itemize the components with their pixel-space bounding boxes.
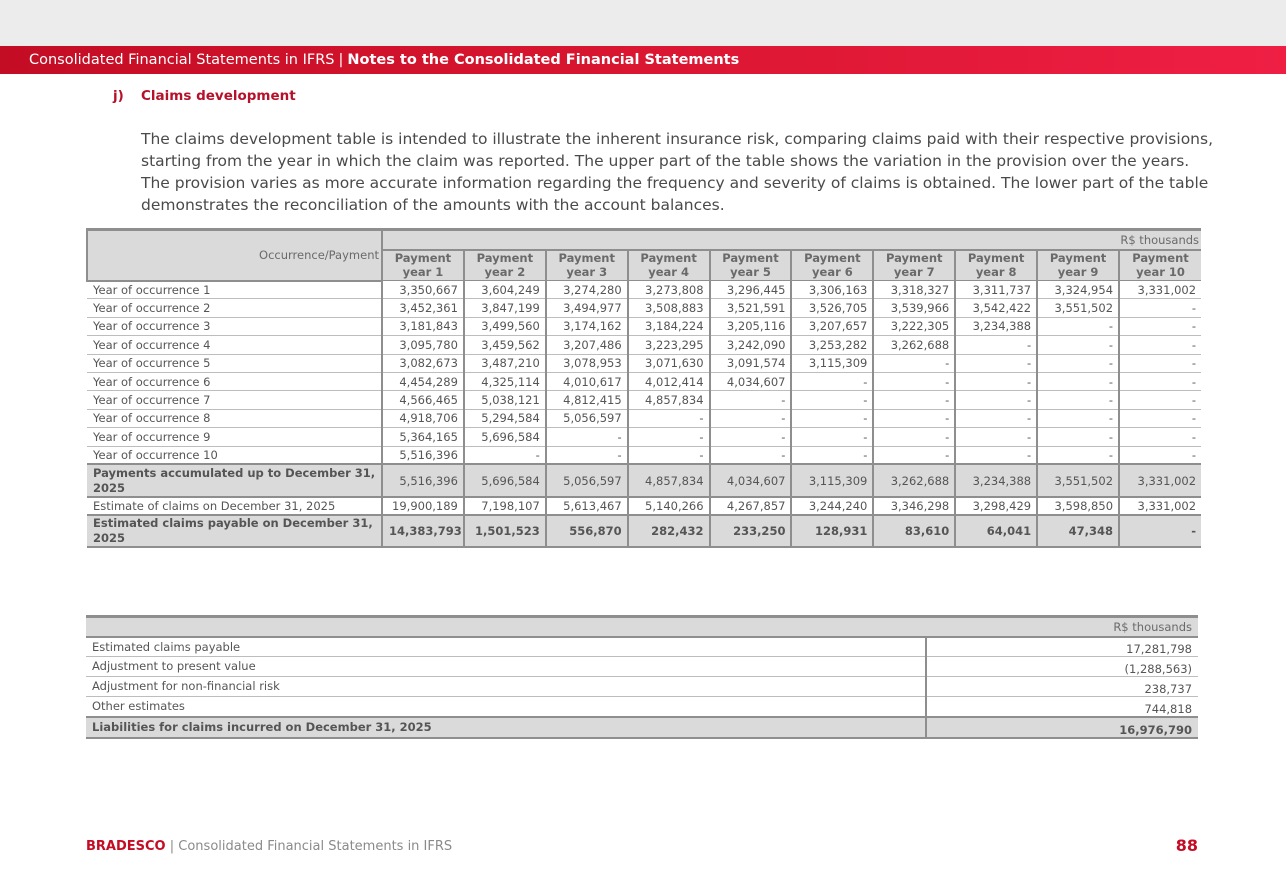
reconciliation-unit-label: R$ thousands	[86, 617, 1198, 637]
value-cell: 3,311,737	[955, 281, 1037, 299]
value-cell: -	[873, 354, 955, 372]
footer	[86, 839, 452, 854]
payment-header-line2: year 2	[484, 265, 526, 280]
header-prefix: Consolidated Financial Statements in IFRS	[29, 52, 335, 68]
table-row	[86, 637, 1198, 657]
value-cell: 3,452,361	[382, 299, 464, 317]
value-cell: -	[955, 336, 1037, 354]
value-cell: -	[1037, 354, 1119, 372]
value-cell: 3,331,002	[1119, 464, 1201, 497]
value-cell: 5,696,584	[464, 464, 546, 497]
value-cell: 3,551,502	[1037, 299, 1119, 317]
unit-label: R$ thousands	[382, 230, 1201, 250]
value-cell: 3,350,667	[382, 281, 464, 299]
row-label: Estimate of claims on December 31, 2025	[93, 499, 336, 514]
value-cell: -	[628, 446, 710, 464]
estimated-payable-row	[87, 515, 1201, 547]
payment-year-header	[710, 250, 792, 281]
value-cell: 3,526,705	[791, 299, 873, 317]
value-cell: 4,012,414	[628, 372, 710, 390]
value-cell: -	[1037, 336, 1119, 354]
payment-header-line1: Payment	[886, 251, 943, 266]
payment-header-line1: Payment	[1132, 251, 1189, 266]
value-cell: -	[1037, 428, 1119, 446]
value-cell: 556,870	[546, 515, 628, 547]
payment-year-header	[382, 250, 464, 281]
value-cell: -	[791, 428, 873, 446]
value-cell: -	[1119, 336, 1201, 354]
payment-header-line2: year 4	[648, 265, 689, 280]
footer-text: Consolidated Financial Statements in IFRS	[178, 839, 453, 854]
value-cell: 3,223,295	[628, 336, 710, 354]
table-row	[86, 677, 1198, 697]
value-cell: -	[1119, 372, 1201, 390]
payment-header-line2: year 10	[1136, 265, 1185, 280]
value-cell: 3,207,657	[791, 317, 873, 335]
top-strip	[0, 0, 1286, 46]
value-cell: 5,140,266	[628, 497, 710, 515]
payment-header-line1: Payment	[640, 251, 697, 266]
value-cell: 7,198,107	[464, 497, 546, 515]
row-label: Adjustment to present value	[86, 657, 926, 677]
value-cell: -	[1119, 446, 1201, 464]
intro-line: The claims development table is intended to illustrate the inherent insurance risk, comparing claims paid with their respective provisions,	[141, 130, 1213, 148]
row-label: Year of occurrence 7	[87, 391, 382, 409]
row-label: Year of occurrence 1	[87, 281, 382, 299]
value-cell: 47,348	[1037, 515, 1119, 547]
value-cell: -	[873, 409, 955, 427]
value-cell: -	[1119, 515, 1201, 547]
value-cell: -	[546, 428, 628, 446]
value-cell: -	[464, 446, 546, 464]
value-cell: -	[873, 372, 955, 390]
value-cell: -	[955, 409, 1037, 427]
value-cell: 282,432	[628, 515, 710, 547]
payment-header-line1: Payment	[476, 251, 534, 266]
payment-header-line2: year 5	[730, 265, 771, 280]
value-cell: -	[1119, 354, 1201, 372]
value-cell: 4,566,465	[382, 391, 464, 409]
table-row	[87, 299, 1201, 317]
value-cell: -	[1119, 428, 1201, 446]
table-row	[87, 446, 1201, 464]
value-cell: 4,267,857	[710, 497, 792, 515]
value-cell: 3,222,305	[873, 317, 955, 335]
section-title: Claims development	[141, 88, 296, 104]
value-cell: 3,318,327	[873, 281, 955, 299]
value-cell: 3,174,162	[546, 317, 628, 335]
table-row	[87, 391, 1201, 409]
value-cell: 5,516,396	[382, 464, 464, 497]
value-cell: 128,931	[791, 515, 873, 547]
value-cell: -	[1037, 372, 1119, 390]
estimate-row	[87, 497, 1201, 515]
value-cell: 3,331,002	[1119, 281, 1201, 299]
value-cell: 3,234,388	[955, 317, 1037, 335]
footer-separator: |	[169, 839, 175, 854]
footer-brand: BRADESCO	[86, 839, 166, 854]
payment-header-line2: year 3	[566, 265, 608, 280]
value-cell: 3,499,560	[464, 317, 546, 335]
value-cell: 5,613,467	[546, 497, 628, 515]
row-label: Year of occurrence 2	[87, 299, 382, 317]
row-label: Liabilities for claims incurred on December 31, 2025	[86, 717, 926, 738]
value-cell: 4,034,607	[710, 464, 792, 497]
value-cell: -	[955, 428, 1037, 446]
value-cell: 17,281,798	[926, 637, 1198, 657]
table-row	[87, 354, 1201, 372]
value-cell: 3,274,280	[546, 281, 628, 299]
value-cell: 3,346,298	[873, 497, 955, 515]
row-label: Year of occurrence 3	[87, 317, 382, 335]
value-cell: -	[628, 428, 710, 446]
payment-header-line2: year 9	[1057, 265, 1099, 280]
value-cell: 3,542,422	[955, 299, 1037, 317]
value-cell: -	[1037, 391, 1119, 409]
value-cell: -	[1119, 409, 1201, 427]
row-label: Year of occurrence 8	[87, 409, 382, 427]
table-row	[87, 409, 1201, 427]
value-cell: 4,010,617	[546, 372, 628, 390]
intro-paragraph	[141, 128, 1213, 216]
reconciliation-table-body	[86, 637, 1198, 738]
value-cell: 3,298,429	[955, 497, 1037, 515]
value-cell: 3,091,574	[710, 354, 792, 372]
header-separator: |	[338, 52, 344, 68]
page-number: 88	[1175, 836, 1198, 855]
value-cell: 3,508,883	[628, 299, 710, 317]
value-cell: -	[628, 409, 710, 427]
value-cell: 3,207,486	[546, 336, 628, 354]
table-row	[87, 281, 1201, 299]
value-cell: -	[791, 446, 873, 464]
value-cell: 1,501,523	[464, 515, 546, 547]
value-cell: 3,521,591	[710, 299, 792, 317]
row-label: Year of occurrence 4	[87, 336, 382, 354]
value-cell: 3,539,966	[873, 299, 955, 317]
value-cell: 3,205,116	[710, 317, 792, 335]
value-cell: -	[710, 428, 792, 446]
value-cell: 233,250	[710, 515, 792, 547]
value-cell: 3,551,502	[1037, 464, 1119, 497]
value-cell: 5,056,597	[546, 464, 628, 497]
section-number: j)	[113, 88, 124, 104]
row-label: Estimated claims payable on December 31, 2025	[87, 515, 382, 547]
value-cell: 83,610	[873, 515, 955, 547]
value-cell: -	[1037, 317, 1119, 335]
table-row	[87, 336, 1201, 354]
value-cell: 3,262,688	[873, 336, 955, 354]
payment-year-header	[628, 250, 710, 281]
header-title: Notes to the Consolidated Financial Statements	[347, 52, 740, 68]
value-cell: -	[873, 446, 955, 464]
value-cell: 64,041	[955, 515, 1037, 547]
value-cell: -	[546, 446, 628, 464]
reconciliation-table	[86, 615, 1198, 739]
row-label: Year of occurrence 5	[87, 354, 382, 372]
value-cell: -	[873, 391, 955, 409]
payment-header-line1: Payment	[558, 251, 615, 266]
value-cell: -	[873, 428, 955, 446]
value-cell: -	[1037, 409, 1119, 427]
value-cell: -	[1119, 317, 1201, 335]
value-cell: -	[1119, 299, 1201, 317]
row-label: Adjustment for non-financial risk	[86, 677, 926, 697]
value-cell: 3,604,249	[464, 281, 546, 299]
payment-year-header	[873, 250, 955, 281]
value-cell: -	[791, 372, 873, 390]
value-cell: -	[1119, 391, 1201, 409]
table-row	[87, 317, 1201, 335]
intro-line: starting from the year in which the claim was reported. The upper part of the table shows the variation in the provision over the years.	[141, 152, 1190, 170]
payment-header-line1: Payment	[394, 251, 452, 266]
value-cell: 3,071,630	[628, 354, 710, 372]
value-cell: -	[791, 391, 873, 409]
value-cell: 238,737	[926, 677, 1198, 697]
payment-year-header	[546, 250, 628, 281]
row-label: Year of occurrence 9	[87, 428, 382, 446]
payment-year-header	[1119, 250, 1201, 281]
value-cell: -	[955, 446, 1037, 464]
value-cell: 3,598,850	[1037, 497, 1119, 515]
value-cell: 4,325,114	[464, 372, 546, 390]
value-cell: 16,976,790	[926, 717, 1198, 738]
intro-line: demonstrates the reconciliation of the amounts with the account balances.	[141, 196, 725, 214]
liabilities-total-row	[86, 717, 1198, 738]
value-cell: 5,364,165	[382, 428, 464, 446]
value-cell: 3,306,163	[791, 281, 873, 299]
value-cell: 3,095,780	[382, 336, 464, 354]
payment-header-line2: year 8	[975, 265, 1017, 280]
payment-year-header	[955, 250, 1037, 281]
header-bar	[0, 46, 1286, 74]
value-cell: 3,459,562	[464, 336, 546, 354]
value-cell: 4,918,706	[382, 409, 464, 427]
table-row	[86, 657, 1198, 677]
value-cell: 14,383,793	[382, 515, 464, 547]
value-cell: -	[710, 446, 792, 464]
value-cell: 3,273,808	[628, 281, 710, 299]
occurrence-payment-header: Occurrence/Payment	[87, 230, 382, 281]
row-label: Estimated claims payable	[86, 637, 926, 657]
value-cell: 3,244,240	[791, 497, 873, 515]
payment-year-header	[464, 250, 546, 281]
payment-header-line2: year 7	[893, 265, 935, 280]
accumulated-payments-row	[87, 464, 1201, 497]
value-cell: 3,184,224	[628, 317, 710, 335]
value-cell: -	[955, 372, 1037, 390]
value-cell: 4,454,289	[382, 372, 464, 390]
value-cell: -	[710, 409, 792, 427]
value-cell: 5,516,396	[382, 446, 464, 464]
value-cell: 4,034,607	[710, 372, 792, 390]
claims-development-table	[86, 228, 1201, 548]
value-cell: 3,494,977	[546, 299, 628, 317]
value-cell: 3,181,843	[382, 317, 464, 335]
value-cell: 3,487,210	[464, 354, 546, 372]
value-cell: 3,115,309	[791, 464, 873, 497]
value-cell: -	[710, 391, 792, 409]
payment-header-line1: Payment	[722, 251, 779, 266]
row-label: Year of occurrence 10	[87, 446, 382, 464]
value-cell: 3,296,445	[710, 281, 792, 299]
value-cell: 3,847,199	[464, 299, 546, 317]
value-cell: 4,812,415	[546, 391, 628, 409]
value-cell: 3,082,673	[382, 354, 464, 372]
value-cell: 19,900,189	[382, 497, 464, 515]
value-cell: -	[955, 391, 1037, 409]
intro-line: The provision varies as more accurate information regarding the frequency and severity of claims is obtained. The lower part of the table	[141, 174, 1209, 192]
payment-year-header	[1037, 250, 1119, 281]
value-cell: 3,115,309	[791, 354, 873, 372]
value-cell: 3,253,282	[791, 336, 873, 354]
value-cell: 3,078,953	[546, 354, 628, 372]
value-cell: 3,242,090	[710, 336, 792, 354]
row-label: Payments accumulated up to December 31, 2025	[87, 464, 382, 497]
payment-header-line1: Payment	[967, 251, 1025, 266]
value-cell: 4,857,834	[628, 391, 710, 409]
table-row	[87, 372, 1201, 390]
development-table-body	[87, 281, 1201, 548]
payment-year-header	[791, 250, 873, 281]
value-cell: (1,288,563)	[926, 657, 1198, 677]
payment-header-line2: year 6	[812, 265, 853, 280]
value-cell: 5,056,597	[546, 409, 628, 427]
value-cell: 3,324,954	[1037, 281, 1119, 299]
value-cell: 3,262,688	[873, 464, 955, 497]
value-cell: -	[955, 354, 1037, 372]
value-cell: 744,818	[926, 697, 1198, 717]
value-cell: 5,038,121	[464, 391, 546, 409]
value-cell: 4,857,834	[628, 464, 710, 497]
payment-header-line1: Payment	[804, 251, 861, 266]
value-cell: 5,294,584	[464, 409, 546, 427]
value-cell: -	[1037, 446, 1119, 464]
row-label: Other estimates	[86, 697, 926, 717]
payment-header-line2: year 1	[402, 265, 444, 280]
row-label: Year of occurrence 6	[87, 372, 382, 390]
value-cell: -	[791, 409, 873, 427]
table-row	[86, 697, 1198, 717]
value-cell: 5,696,584	[464, 428, 546, 446]
table-row	[87, 428, 1201, 446]
value-cell: 3,331,002	[1119, 497, 1201, 515]
payment-header-line1: Payment	[1049, 251, 1107, 266]
value-cell: 3,234,388	[955, 464, 1037, 497]
